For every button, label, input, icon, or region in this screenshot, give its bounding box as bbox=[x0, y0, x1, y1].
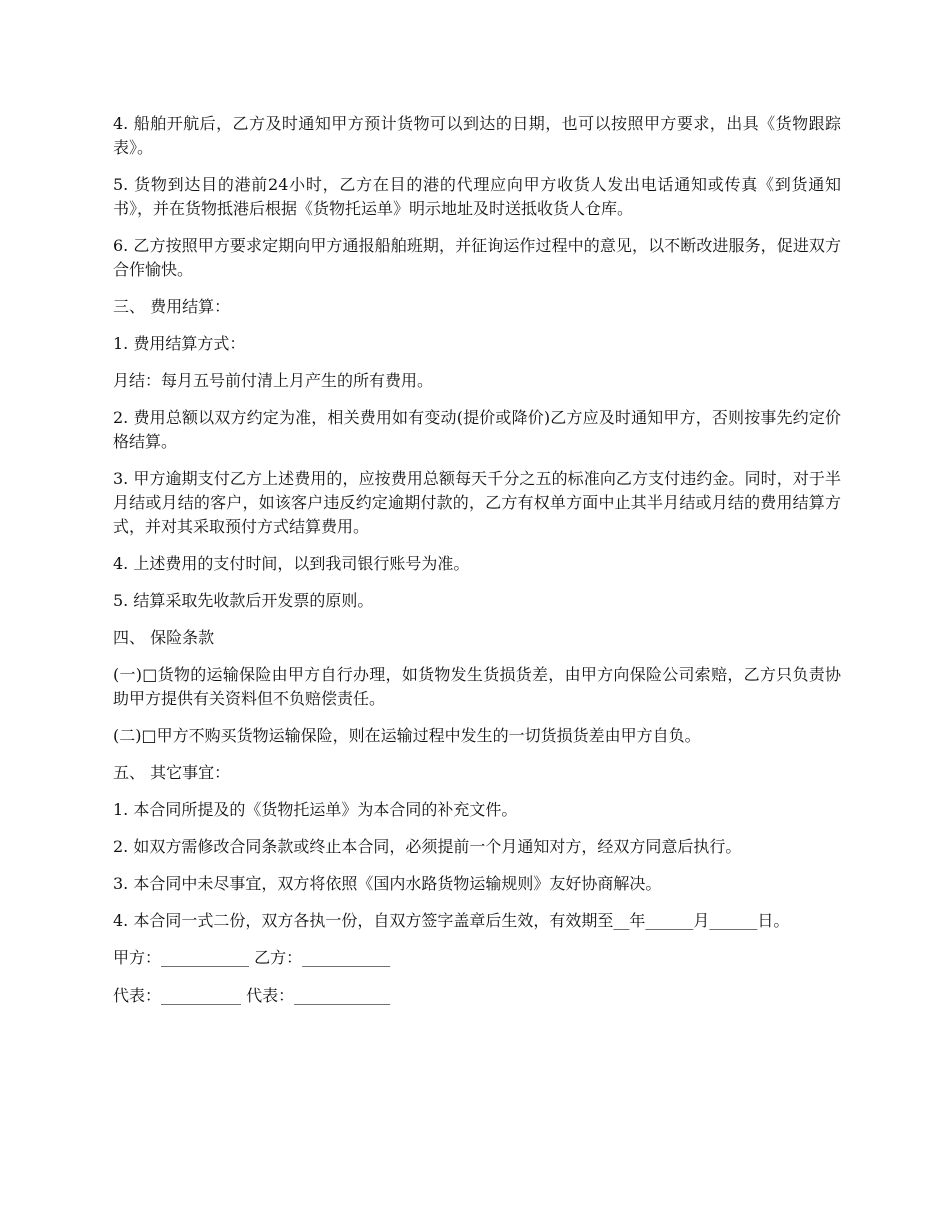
clause-copies-validity: 4. 本合同一式二份，双方各执一份，自双方签字盖章后生效，有效期至__年______月______日。 bbox=[113, 911, 790, 930]
contract-page bbox=[113, 112, 841, 1022]
clause-insurance-self: (一)□货物的运输保险由甲方自行办理，如货物发生货损货差，由甲方向保险公司索赔，乙方只负责协助甲方提供有关资料但不负赔偿责任。 bbox=[113, 665, 841, 708]
clause-schedule-report: 6. 乙方按照甲方要求定期向甲方通报船舶班期，并征询运作过程中的意见，以不断改进服务，促进双方合作愉快。 bbox=[113, 236, 841, 279]
signature-representative-line: 代表：__________ 代表：____________ bbox=[113, 986, 391, 1005]
clause-invoice-principle: 5. 结算采取先收款后开发票的原则。 bbox=[113, 591, 374, 610]
clause-settlement-method: 1. 费用结算方式： bbox=[113, 334, 246, 353]
clause-fee-total: 2. 费用总额以双方约定为准，相关费用如有变动(提价或降价)乙方应及时通知甲方，否则按事先约定价格结算。 bbox=[113, 408, 841, 451]
clause-modification: 2. 如双方需修改合同条款或终止本合同，必须提前一个月通知对方，经双方同意后执行。 bbox=[113, 837, 742, 856]
clause-arrival-notice: 5. 货物到达目的港前24小时，乙方在目的港的代理应向甲方收货人发出电话通知或传真《到货通知书》，并在货物抵港后根据《货物托运单》明示地址及时送抵收货人仓库。 bbox=[113, 175, 841, 218]
clause-supplement-document: 1. 本合同所提及的《货物托运单》为本合同的补充文件。 bbox=[113, 800, 518, 819]
clause-monthly-settlement: 月结：每月五号前付清上月产生的所有费用。 bbox=[113, 371, 434, 390]
section-heading-other-matters: 五、 其它事宜： bbox=[113, 763, 231, 782]
clause-late-payment: 3. 甲方逾期支付乙方上述费用的，应按费用总额每天千分之五的标准向乙方支付违约金。同时，对于半月结或月结的客户，如该客户违反约定逾期付款的，乙方有权单方面中止其半月结或月结的费用结算方式，并对其采取预付方式结算费用。 bbox=[113, 469, 841, 536]
section-heading-insurance: 四、 保险条款 bbox=[113, 628, 215, 647]
clause-shipping-notice: 4. 船舶开航后，乙方及时通知甲方预计货物可以到达的日期，也可以按照甲方要求，出具《货物跟踪表》。 bbox=[113, 114, 841, 157]
signature-party-line: 甲方：___________ 乙方：___________ bbox=[113, 948, 391, 967]
clause-payment-time: 4. 上述费用的支付时间，以到我司银行账号为准。 bbox=[113, 554, 470, 573]
section-heading-fee-settlement: 三、 费用结算： bbox=[113, 297, 231, 316]
clause-unresolved-matters: 3. 本合同中未尽事宜，双方将依照《国内水路货物运输规则》友好协商解决。 bbox=[113, 874, 662, 893]
clause-insurance-none: (二)□甲方不购买货物运输保险，则在运输过程中发生的一切货损货差由甲方自负。 bbox=[113, 726, 701, 745]
